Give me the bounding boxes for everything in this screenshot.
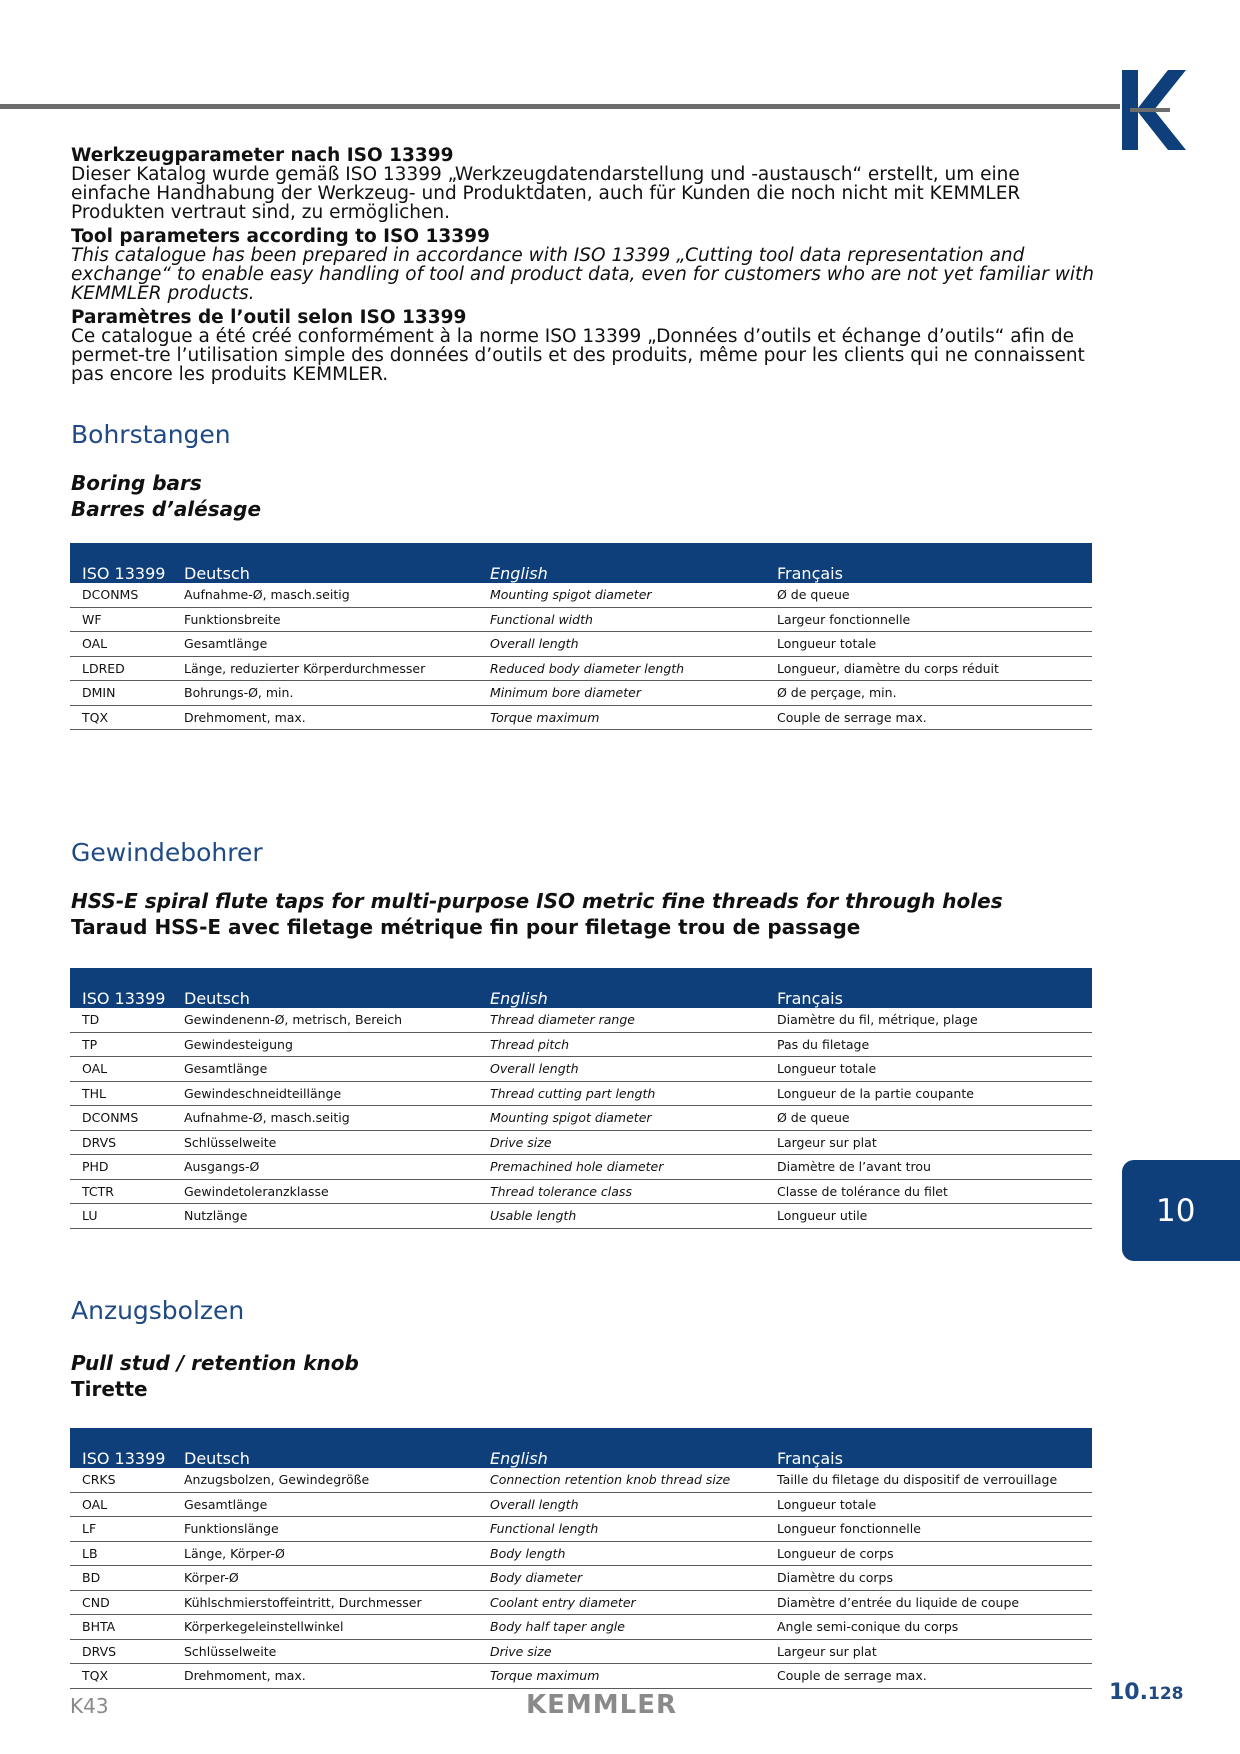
cell-en: Torque maximum (490, 1668, 600, 1683)
cell-de: Gewindenenn-Ø, metrisch, Bereich (184, 1012, 403, 1027)
intro-fr-heading: Paramètres de l’outil selon ISO 13399 (71, 307, 467, 328)
intro-de-heading: Werkzeugparameter nach ISO 13399 (71, 145, 454, 166)
intro-fr-text: Ce catalogue a été créé conformément à la norme ISO 13399 „Données d’outils et échange d’outils“ afin de permet-tre l’utilisation simple des données d’outils et des produits, même pour les clients qui ne connaissent pas encore les produits KEMMLER. (71, 326, 1085, 385)
table-row (70, 1180, 1092, 1205)
table-row (70, 1033, 1092, 1058)
cell-de: Aufnahme-Ø, masch.seitig (184, 1110, 350, 1125)
cell-en: Body diameter (490, 1570, 583, 1585)
subtitle-en: HSS-E spiral flute taps for multi-purpose ISO metric fine threads for through holes (71, 889, 1003, 913)
subtitle-en: Pull stud / retention knob (71, 1351, 359, 1375)
table-row (70, 1204, 1092, 1229)
cell-en: Coolant entry diameter (490, 1594, 636, 1610)
cell-de: Körperkegeleinstellwinkel (184, 1619, 344, 1634)
cell-fr: Pas du filetage (777, 1036, 870, 1052)
table-header (70, 968, 1092, 1008)
table-row (70, 1082, 1092, 1107)
section-title: Anzugsbolzen (71, 1296, 245, 1325)
cell-fr: Ø de queue (777, 1110, 850, 1125)
cell-fr: Longueur de corps (777, 1545, 894, 1561)
table-row (70, 1131, 1092, 1156)
header-iso: ISO 13399 (82, 1449, 166, 1468)
cell-de: Funktionsbreite (184, 611, 281, 627)
cell-fr: Diamètre du corps (777, 1570, 893, 1585)
table-row (70, 1106, 1092, 1131)
cell-fr: Diamètre de l’avant trou (777, 1159, 931, 1174)
table-row (70, 1057, 1092, 1082)
cell-iso: WF (82, 611, 102, 627)
cell-fr: Ø de perçage, min. (777, 685, 897, 700)
cell-en: Thread tolerance class (490, 1183, 632, 1199)
cell-fr: Longueur utile (777, 1208, 868, 1223)
cell-de: Gesamtlänge (184, 636, 268, 651)
cell-iso: LDRED (82, 660, 125, 676)
footer-brand: KEMMLER (526, 1690, 678, 1720)
cell-fr: Largeur sur plat (777, 1643, 877, 1659)
table-row (70, 1008, 1092, 1033)
table-row (70, 1155, 1092, 1180)
cell-fr: Longueur de la partie coupante (777, 1085, 974, 1101)
table-row (70, 583, 1092, 608)
cell-en: Mounting spigot diameter (490, 587, 652, 602)
cell-en: Reduced body diameter length (490, 660, 685, 676)
cell-en: Thread diameter range (490, 1012, 635, 1027)
header-rule (0, 104, 1120, 109)
cell-en: Drive size (490, 1134, 552, 1150)
table-header (70, 543, 1092, 583)
cell-iso: LU (82, 1208, 98, 1223)
cell-en: Functional length (490, 1521, 599, 1536)
cell-fr: Diamètre du fil, métrique, plage (777, 1012, 978, 1027)
cell-iso: DCONMS (82, 587, 139, 602)
cell-de: Bohrungs-Ø, min. (184, 685, 294, 700)
cell-iso: THL (82, 1085, 106, 1101)
catalog-code: K43 (70, 1694, 109, 1718)
cell-iso: DRVS (82, 1134, 117, 1150)
table-row (70, 1615, 1092, 1640)
cell-de: Länge, Körper-Ø (184, 1545, 285, 1561)
cell-iso: TCTR (82, 1183, 114, 1199)
cell-en: Overall length (490, 636, 579, 651)
page-major: 10. (1109, 1680, 1148, 1705)
header-de: Deutsch (184, 564, 250, 583)
cell-en: Mounting spigot diameter (490, 1110, 652, 1125)
section-title: Bohrstangen (71, 420, 231, 449)
cell-iso: OAL (82, 1061, 108, 1076)
table-row (70, 1493, 1092, 1518)
cell-iso: BHTA (82, 1619, 116, 1634)
cell-en: Body length (490, 1545, 566, 1561)
cell-iso: LB (82, 1545, 98, 1561)
table-header (70, 1428, 1092, 1468)
header-en: English (490, 989, 548, 1008)
cell-de: Länge, reduzierter Körperdurchmesser (184, 660, 426, 676)
cell-iso: TD (82, 1012, 100, 1027)
cell-iso: TP (82, 1036, 98, 1052)
cell-fr: Longueur fonctionnelle (777, 1521, 921, 1536)
intro-en-text: This catalogue has been prepared in accordance with ISO 13399 „Cutting tool data representation and exchange“ to enable easy handling of tool and product data, even for customers who are not yet familiar with KEMMLER products. (71, 245, 1094, 304)
table-row (70, 1566, 1092, 1591)
table-row (70, 1517, 1092, 1542)
cell-de: Ausgangs-Ø (184, 1159, 260, 1174)
intro-en-heading: Tool parameters according to ISO 13399 (71, 226, 490, 247)
table-row (70, 681, 1092, 706)
cell-iso: TQX (82, 1668, 109, 1683)
section-subtitle (71, 470, 261, 522)
cell-de: Schlüsselweite (184, 1134, 277, 1150)
cell-en: Usable length (490, 1208, 577, 1223)
cell-de: Gewindesteigung (184, 1036, 293, 1052)
cell-de: Kühlschmierstoffeintritt, Durchmesser (184, 1594, 422, 1610)
cell-fr: Taille du filetage du dispositif de verrouillage (777, 1472, 1058, 1487)
cell-fr: Longueur totale (777, 1496, 877, 1512)
parameter-table (70, 1428, 1092, 1689)
table-row (70, 657, 1092, 682)
intro-block (71, 146, 1101, 389)
cell-de: Gewindeschneidteillänge (184, 1085, 342, 1101)
cell-iso: PHD (82, 1159, 109, 1174)
cell-en: Drive size (490, 1643, 552, 1659)
cell-fr: Diamètre d’entrée du liquide de coupe (777, 1594, 1020, 1610)
cell-de: Funktionslänge (184, 1521, 279, 1536)
cell-fr: Longueur, diamètre du corps réduit (777, 660, 999, 676)
cell-en: Premachined hole diameter (490, 1159, 664, 1174)
subtitle-fr: Barres d’alésage (71, 497, 262, 521)
cell-iso: DCONMS (82, 1110, 139, 1125)
section-subtitle (71, 1350, 359, 1402)
cell-de: Körper-Ø (184, 1570, 239, 1585)
cell-de: Gesamtlänge (184, 1496, 268, 1512)
table-row (70, 1591, 1092, 1616)
cell-iso: DRVS (82, 1643, 117, 1659)
cell-de: Drehmoment, max. (184, 709, 306, 725)
cell-en: Overall length (490, 1061, 579, 1076)
cell-de: Nutzlänge (184, 1208, 248, 1223)
cell-de: Schlüsselweite (184, 1643, 277, 1659)
cell-iso: DMIN (82, 685, 116, 700)
cell-fr: Longueur totale (777, 636, 877, 651)
header-de: Deutsch (184, 1449, 250, 1468)
cell-en: Thread cutting part length (490, 1085, 656, 1101)
cell-de: Aufnahme-Ø, masch.seitig (184, 587, 350, 602)
chapter-tab-label: 10 (1156, 1193, 1196, 1229)
header-iso: ISO 13399 (82, 564, 166, 583)
cell-de: Anzugsbolzen, Gewindegröße (184, 1472, 370, 1487)
header-en: English (490, 564, 548, 583)
subtitle-en: Boring bars (71, 471, 202, 495)
header-fr: Français (777, 1449, 843, 1468)
parameter-table (70, 543, 1092, 730)
cell-iso: OAL (82, 1496, 108, 1512)
section-title: Gewindebohrer (71, 838, 263, 867)
cell-en: Thread pitch (490, 1036, 570, 1052)
cell-fr: Largeur fonctionnelle (777, 611, 911, 627)
cell-fr: Couple de serrage max. (777, 1668, 927, 1683)
cell-en: Body half taper angle (490, 1619, 625, 1634)
cell-de: Drehmoment, max. (184, 1668, 306, 1683)
cell-iso: CND (82, 1594, 110, 1610)
cell-de: Gewindetoleranzklasse (184, 1183, 329, 1199)
cell-iso: OAL (82, 636, 108, 651)
cell-iso: LF (82, 1521, 97, 1536)
header-de: Deutsch (184, 989, 250, 1008)
cell-en: Functional width (490, 611, 593, 627)
header-iso: ISO 13399 (82, 989, 166, 1008)
subtitle-fr: Taraud HSS-E avec filetage métrique fin pour filetage trou de passage (71, 915, 861, 939)
cell-en: Minimum bore diameter (490, 685, 641, 700)
table-row (70, 706, 1092, 731)
cell-iso: TQX (82, 709, 109, 725)
cell-fr: Ø de queue (777, 587, 850, 602)
cell-en: Torque maximum (490, 709, 600, 725)
cell-fr: Longueur totale (777, 1061, 877, 1076)
table-row (70, 1468, 1092, 1493)
cell-fr: Classe de tolérance du filet (777, 1183, 948, 1199)
page-minor: 128 (1147, 1684, 1184, 1704)
cell-fr: Largeur sur plat (777, 1134, 877, 1150)
cell-en: Overall length (490, 1496, 579, 1512)
intro-de-text: Dieser Katalog wurde gemäß ISO 13399 „Werkzeugdatendarstellung und -austausch“ erstellt, um eine einfache Handhabung der Werkzeug- und Produktdaten, auch für Kunden die noch nicht mit KEMMLER Produkten vertraut sind, zu ermöglichen. (71, 164, 1021, 223)
chapter-tab[interactable] (1122, 1160, 1240, 1261)
header-en: English (490, 1449, 548, 1468)
kemmler-logo-icon (1120, 70, 1190, 150)
parameter-table (70, 968, 1092, 1229)
table-row (70, 632, 1092, 657)
table-row (70, 608, 1092, 633)
cell-fr: Angle semi-conique du corps (777, 1619, 959, 1634)
cell-iso: BD (82, 1570, 101, 1585)
section-subtitle (71, 888, 1003, 940)
header-fr: Français (777, 989, 843, 1008)
cell-en: Connection retention knob thread size (490, 1472, 731, 1487)
cell-de: Gesamtlänge (184, 1061, 268, 1076)
subtitle-fr: Tirette (71, 1377, 148, 1401)
cell-iso: CRKS (82, 1472, 116, 1487)
table-row (70, 1664, 1092, 1689)
table-row (70, 1640, 1092, 1665)
header-fr: Français (777, 564, 843, 583)
table-row (70, 1542, 1092, 1567)
page-number (1109, 1680, 1183, 1705)
cell-fr: Couple de serrage max. (777, 709, 927, 725)
